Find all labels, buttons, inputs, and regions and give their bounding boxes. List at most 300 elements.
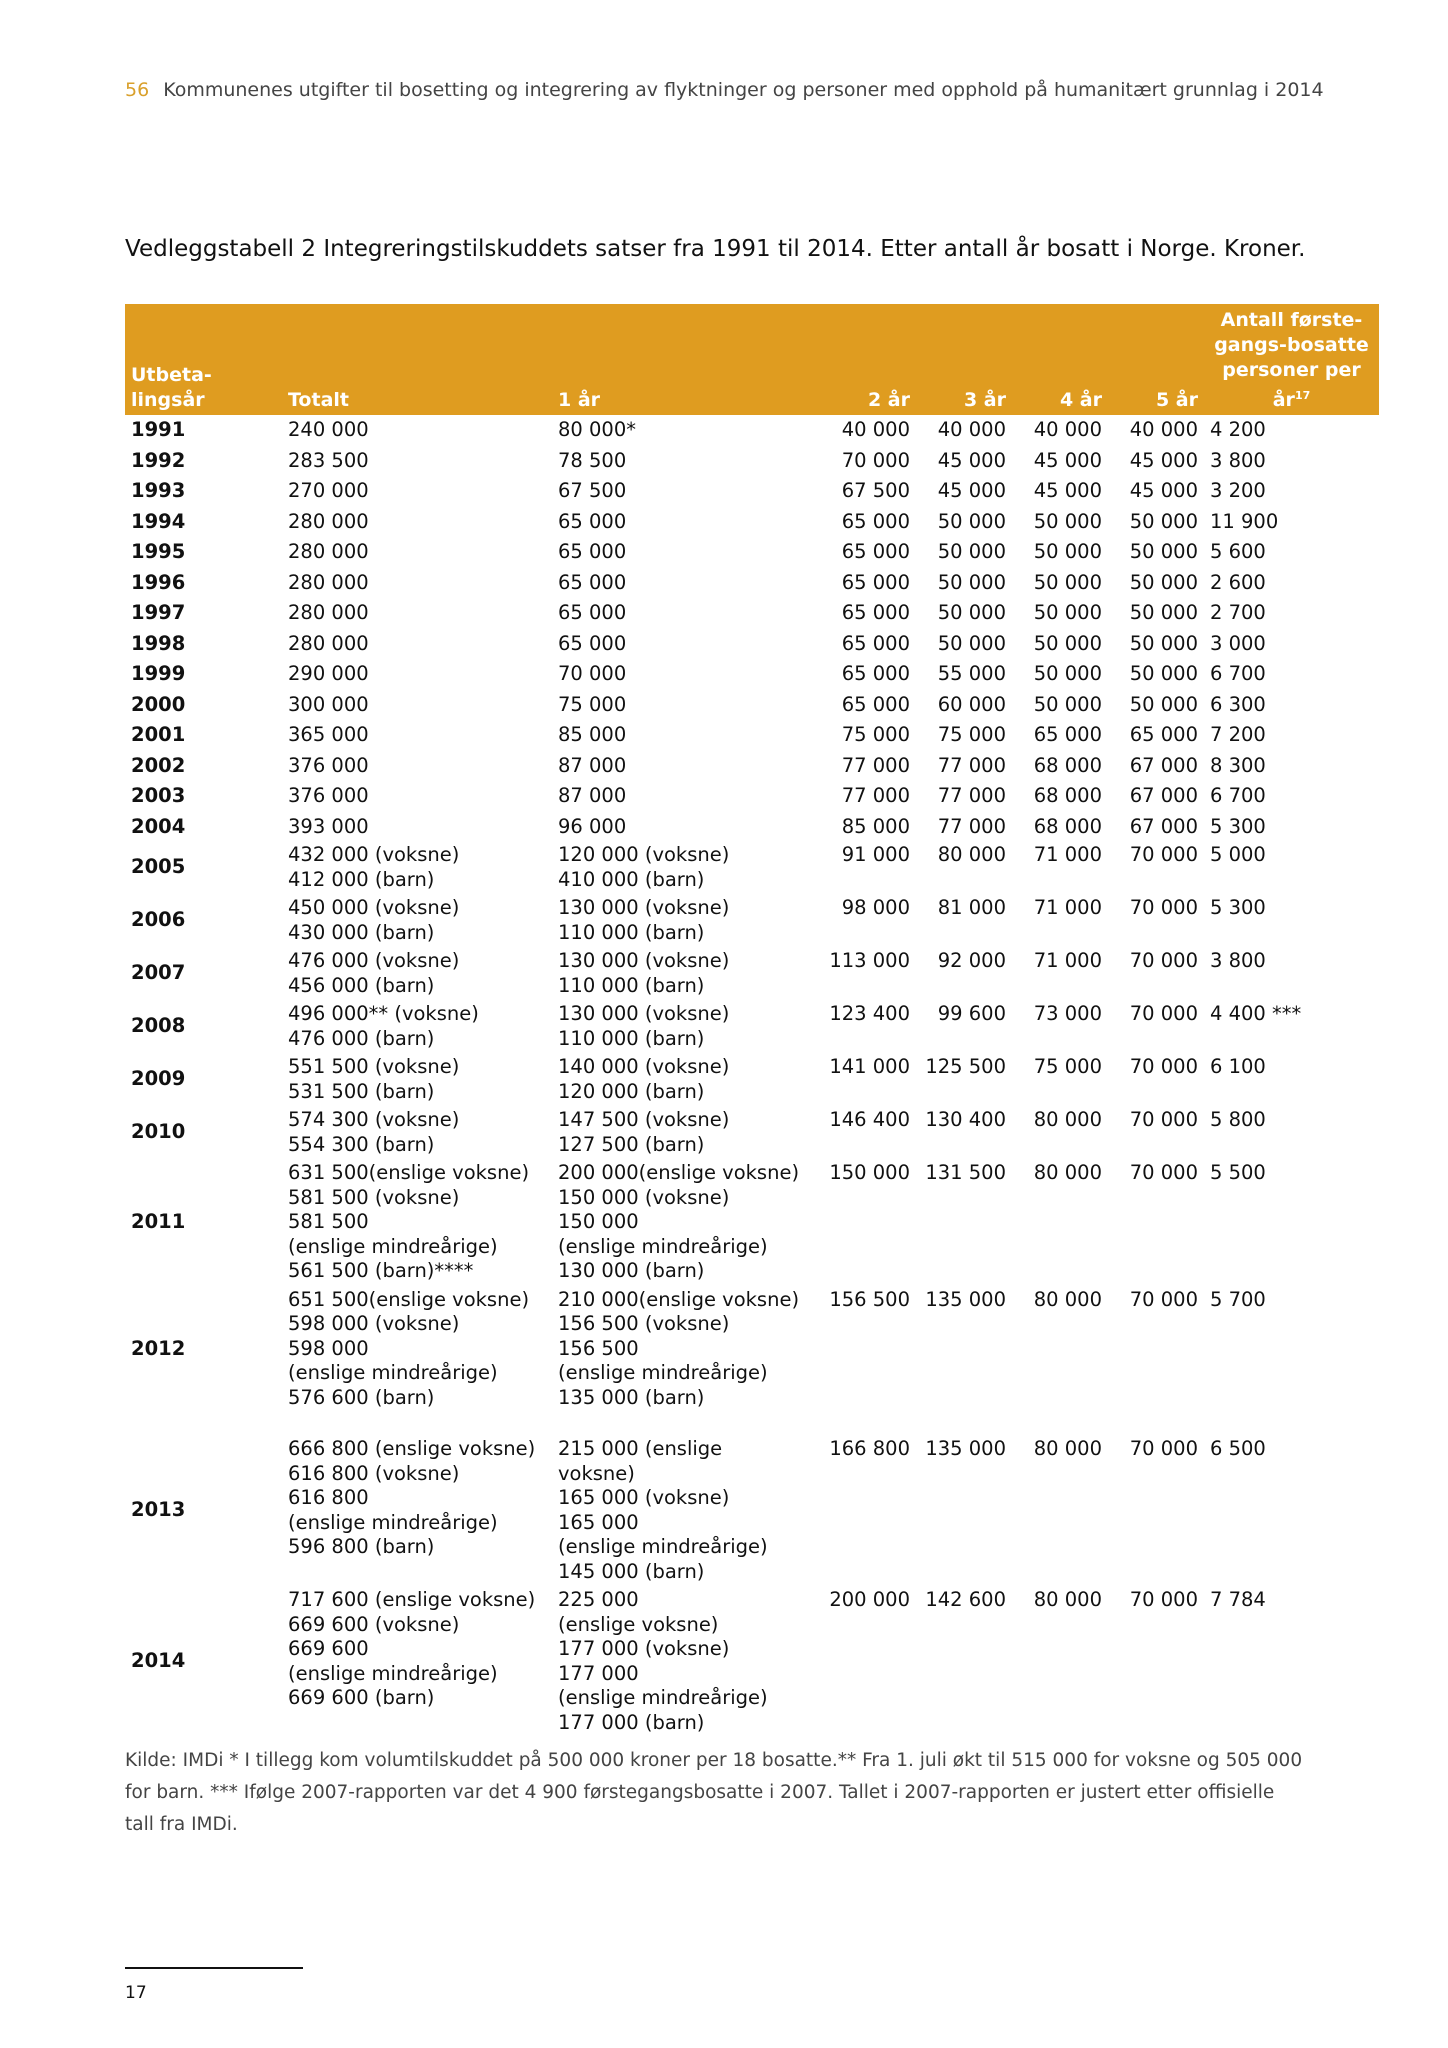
cell-persons: 6 100: [1210, 1055, 1266, 1078]
cell-total-line: (enslige mindreårige): [288, 1510, 498, 1534]
table-header-row: [125, 304, 1379, 415]
cell-1-year: [552, 537, 814, 568]
cell-1-year-line: 120 000 (barn): [558, 1079, 705, 1103]
cell-4-years: 73 000: [1033, 1002, 1102, 1025]
table-row: [125, 842, 1379, 895]
cell-total-line: 280 000: [288, 631, 369, 655]
cell-1-year-line: 78 500: [558, 448, 627, 472]
cell-1-year-line: 67 500: [558, 479, 627, 502]
cell-2-years: 123 400: [829, 1002, 910, 1025]
table-row: [125, 812, 1379, 843]
cell-5-years: 45 000: [1129, 448, 1198, 472]
cell-1-year-line: 165 000: [558, 1510, 639, 1534]
cell-2-years: 77 000: [841, 784, 910, 807]
cell-total: [282, 1107, 552, 1160]
cell-4-years: 40 000: [1033, 418, 1102, 441]
source-note: Kilde: IMDi * I tillegg kom volumtilskuddet på 500 000 kroner per 18 bosatte.** Fra 1. juli økt til 515 000 for voksne og 505 000 for barn. *** Ifølge 2007-rapporten var det 4 900 førstegangsbosatte i 2007. Tallet i 2007-rapporten er justert etter offisielle tall fra IMDi.: [125, 1750, 1303, 1835]
cell-1-year-line: 65 000: [558, 631, 627, 655]
cell-total: [282, 659, 552, 690]
cell-total: [282, 537, 552, 568]
column-header-persons-line4: [1210, 383, 1373, 413]
cell-1-year-line: 150 000 (voksne): [558, 1185, 730, 1209]
cell-persons: 5 700: [1210, 1287, 1266, 1311]
cell-total-line: 376 000: [288, 753, 369, 777]
cell-total: [282, 568, 552, 599]
cell-4-years: 71 000: [1033, 843, 1102, 866]
cell-total-line: 598 000 (voksne): [288, 1312, 460, 1335]
cell-1-year: [552, 895, 814, 948]
cell-total: [282, 895, 552, 948]
column-header-persons-line1: Antall første-: [1220, 309, 1363, 331]
cell-total-line: 531 500 (barn): [288, 1079, 435, 1103]
cell-total-line: 598 000: [288, 1336, 369, 1360]
column-header-3-years: 3 år: [963, 389, 1006, 411]
cell-1-year-line: 87 000: [558, 784, 627, 807]
cell-5-years: 70 000: [1129, 1108, 1198, 1131]
cell-1-year: [552, 415, 814, 446]
cell-year: 2005: [131, 855, 186, 879]
cell-1-year-line: 225 000: [558, 1588, 639, 1611]
cell-year: 1995: [131, 540, 186, 563]
cell-year: 1996: [131, 570, 186, 594]
cell-1-year-line: 135 000 (barn): [558, 1385, 705, 1409]
cell-1-year-line: 75 000: [558, 692, 627, 716]
cell-5-years: 50 000: [1129, 570, 1198, 594]
cell-persons: 3 800: [1210, 448, 1266, 472]
table-row: [125, 446, 1379, 477]
cell-3-years: 80 000: [937, 843, 1006, 866]
footnote-divider: [125, 1967, 303, 1969]
cell-1-year-line: 130 000 (voksne): [558, 1002, 730, 1025]
cell-2-years: 91 000: [841, 843, 910, 866]
cell-4-years: 80 000: [1033, 1108, 1102, 1131]
cell-5-years: 50 000: [1129, 601, 1198, 624]
cell-1-year-line: 110 000 (barn): [558, 1026, 705, 1050]
cell-5-years: 50 000: [1129, 509, 1198, 533]
cell-total-line: 581 500: [288, 1210, 369, 1233]
cell-1-year-line: 177 000 (voksne): [558, 1637, 730, 1660]
cell-1-year-line: voksne): [558, 1461, 635, 1485]
cell-total-line: 551 500 (voksne): [288, 1055, 460, 1078]
cell-year: 1999: [131, 662, 186, 685]
cell-1-year: [552, 720, 814, 751]
page-number: 56: [125, 79, 150, 101]
cell-5-years: 70 000: [1129, 1161, 1198, 1184]
cell-year: 2002: [131, 753, 186, 777]
cell-persons: 2 700: [1210, 601, 1266, 624]
column-header-2-years: 2 år: [867, 389, 910, 411]
cell-5-years: 67 000: [1129, 753, 1198, 777]
cell-1-year-line: (enslige mindreårige): [558, 1686, 768, 1709]
cell-5-years: 70 000: [1129, 949, 1198, 972]
cell-total: [282, 1436, 552, 1587]
cell-1-year: [552, 1160, 814, 1287]
table-row: [125, 598, 1379, 629]
cell-total-line: 365 000: [288, 723, 369, 746]
cell-5-years: 70 000: [1129, 1287, 1198, 1311]
cell-total-line: 574 300 (voksne): [288, 1108, 460, 1131]
cell-1-year: [552, 1107, 814, 1160]
cell-total-line: 669 600 (barn): [288, 1686, 435, 1709]
cell-total-line: 450 000 (voksne): [288, 896, 460, 919]
cell-persons: 3 800: [1210, 949, 1266, 972]
cell-2-years: 65 000: [841, 662, 910, 685]
cell-1-year: [552, 568, 814, 599]
cell-total-line: 270 000: [288, 479, 369, 502]
cell-1-year-line: 156 500: [558, 1336, 639, 1360]
cell-1-year-line: 177 000 (barn): [558, 1710, 705, 1734]
cell-1-year-line: 96 000: [558, 814, 627, 838]
cell-total-line: 393 000: [288, 814, 369, 838]
rates-table: [125, 304, 1379, 1738]
cell-2-years: 65 000: [841, 601, 910, 624]
cell-total-line: 280 000: [288, 540, 369, 563]
cell-1-year: [552, 1001, 814, 1054]
cell-persons: 5 800: [1210, 1108, 1266, 1131]
cell-total-line: 616 800 (voksne): [288, 1461, 460, 1485]
cell-total: [282, 720, 552, 751]
cell-1-year: [552, 948, 814, 1001]
table-title: Vedleggstabell 2 Integreringstilskuddets satser fra 1991 til 2014. Etter antall år bosatt i Norge. Kroner.: [125, 236, 1306, 262]
cell-total: [282, 781, 552, 812]
cell-total-line: 412 000 (barn): [288, 867, 435, 891]
table-row: [125, 476, 1379, 507]
cell-1-year: [552, 751, 814, 782]
cell-4-years: 80 000: [1033, 1161, 1102, 1184]
cell-4-years: 75 000: [1033, 1055, 1102, 1078]
cell-3-years: 45 000: [937, 448, 1006, 472]
cell-total-line: (enslige mindreårige): [288, 1661, 498, 1685]
cell-5-years: 70 000: [1129, 1002, 1198, 1025]
cell-4-years: 50 000: [1033, 692, 1102, 716]
cell-year: 2000: [131, 692, 186, 716]
cell-5-years: 70 000: [1129, 1055, 1198, 1078]
cell-1-year-line: 120 000 (voksne): [558, 843, 730, 866]
cell-2-years: 98 000: [841, 896, 910, 919]
cell-2-years: 77 000: [841, 753, 910, 777]
cell-total-line: 432 000 (voksne): [288, 843, 460, 866]
cell-5-years: 50 000: [1129, 631, 1198, 655]
cell-1-year: [552, 1054, 814, 1107]
cell-persons: 2 600: [1210, 570, 1266, 594]
cell-total-line: 456 000 (barn): [288, 973, 435, 997]
cell-1-year: [552, 476, 814, 507]
cell-year: 2008: [131, 1014, 186, 1038]
cell-year: 2009: [131, 1067, 186, 1091]
cell-total-line: 651 500(enslige voksne): [288, 1287, 530, 1311]
cell-3-years: 50 000: [937, 631, 1006, 655]
cell-5-years: 45 000: [1129, 479, 1198, 502]
table-row: [125, 690, 1379, 721]
table-row: [125, 895, 1379, 948]
cell-3-years: 50 000: [937, 570, 1006, 594]
cell-2-years: 65 000: [841, 570, 910, 594]
cell-total: [282, 629, 552, 660]
cell-4-years: 45 000: [1033, 448, 1102, 472]
cell-total: [282, 1587, 552, 1738]
cell-total-line: 476 000 (barn): [288, 1026, 435, 1050]
running-header: [125, 79, 1324, 101]
cell-persons: 7 200: [1210, 723, 1266, 746]
cell-3-years: 77 000: [937, 814, 1006, 838]
cell-total: [282, 598, 552, 629]
cell-4-years: 80 000: [1033, 1287, 1102, 1311]
cell-4-years: 68 000: [1033, 814, 1102, 838]
cell-year: 2011: [131, 1210, 186, 1233]
cell-4-years: 71 000: [1033, 896, 1102, 919]
column-header-4-years: 4 år: [1059, 389, 1102, 411]
rates-table-container: [125, 304, 1379, 1738]
table-row: [125, 1160, 1379, 1287]
cell-3-years: 77 000: [937, 784, 1006, 807]
cell-3-years: 50 000: [937, 601, 1006, 624]
cell-year: 2003: [131, 784, 186, 807]
cell-4-years: 50 000: [1033, 570, 1102, 594]
cell-persons: 5 600: [1210, 540, 1266, 563]
cell-5-years: 50 000: [1129, 692, 1198, 716]
cell-5-years: 50 000: [1129, 540, 1198, 563]
column-header-persons-line2: gangs-bosatte: [1214, 334, 1369, 356]
cell-1-year-line: 147 500 (voksne): [558, 1108, 730, 1131]
table-row: [125, 781, 1379, 812]
cell-3-years: 130 400: [925, 1108, 1006, 1131]
cell-persons: 5 300: [1210, 814, 1266, 838]
table-body: [125, 415, 1379, 1738]
cell-3-years: 135 000: [925, 1437, 1006, 1460]
cell-4-years: 68 000: [1033, 784, 1102, 807]
cell-3-years: 50 000: [937, 540, 1006, 563]
cell-year: 1997: [131, 601, 186, 624]
cell-year: 2006: [131, 908, 186, 932]
cell-5-years: 67 000: [1129, 814, 1198, 838]
table-row: [125, 568, 1379, 599]
cell-2-years: 200 000: [829, 1588, 910, 1611]
cell-4-years: 50 000: [1033, 601, 1102, 624]
cell-1-year-line: 110 000 (barn): [558, 973, 705, 997]
cell-2-years: 67 500: [841, 479, 910, 502]
cell-2-years: 65 000: [841, 692, 910, 716]
cell-total-line: 554 300 (barn): [288, 1132, 435, 1156]
cell-3-years: 81 000: [937, 896, 1006, 919]
cell-persons: 4 200: [1210, 418, 1266, 441]
cell-1-year-line: 65 000: [558, 509, 627, 533]
cell-year: 2013: [131, 1498, 186, 1522]
cell-persons: 7 784: [1210, 1588, 1266, 1611]
table-row: [125, 720, 1379, 751]
cell-3-years: 142 600: [925, 1588, 1006, 1611]
cell-1-year-line: 127 500 (barn): [558, 1132, 705, 1156]
cell-persons: 6 500: [1210, 1437, 1266, 1460]
cell-3-years: 131 500: [925, 1161, 1006, 1184]
cell-year: 1992: [131, 448, 186, 472]
cell-1-year-line: (enslige mindreårige): [558, 1234, 768, 1258]
cell-3-years: 75 000: [937, 723, 1006, 746]
cell-2-years: 146 400: [829, 1108, 910, 1131]
cell-1-year-line: 85 000: [558, 723, 627, 746]
cell-1-year-line: 210 000(enslige voksne): [558, 1287, 800, 1311]
column-header-year: [125, 304, 282, 415]
cell-total-line: 300 000: [288, 692, 369, 716]
cell-4-years: 50 000: [1033, 662, 1102, 685]
cell-total-line: 280 000: [288, 570, 369, 594]
cell-3-years: 99 600: [937, 1002, 1006, 1025]
cell-3-years: 125 500: [925, 1055, 1006, 1078]
cell-year: 1994: [131, 509, 186, 533]
cell-1-year-line: 145 000 (barn): [558, 1559, 705, 1583]
cell-1-year-line: 410 000 (barn): [558, 867, 705, 891]
cell-total-line: 561 500 (barn)****: [288, 1259, 474, 1282]
table-row: [125, 751, 1379, 782]
cell-4-years: 45 000: [1033, 479, 1102, 502]
cell-2-years: 150 000: [829, 1161, 910, 1184]
cell-1-year: [552, 446, 814, 477]
cell-year: 2010: [131, 1120, 186, 1144]
cell-4-years: 80 000: [1033, 1588, 1102, 1611]
cell-5-years: 70 000: [1129, 843, 1198, 866]
cell-total-line: 430 000 (barn): [288, 920, 435, 944]
cell-1-year-line: 177 000: [558, 1661, 639, 1685]
cell-total: [282, 1287, 552, 1437]
cell-2-years: 65 000: [841, 540, 910, 563]
cell-total-line: 280 000: [288, 601, 369, 624]
cell-1-year: [552, 812, 814, 843]
cell-1-year-line: 130 000 (voksne): [558, 896, 730, 919]
cell-4-years: 71 000: [1033, 949, 1102, 972]
cell-1-year: [552, 690, 814, 721]
cell-total-line: 240 000: [288, 418, 369, 441]
cell-1-year-line: 200 000(enslige voksne): [558, 1161, 800, 1184]
table-row: [125, 1436, 1379, 1587]
cell-3-years: 92 000: [937, 949, 1006, 972]
table-row: [125, 1001, 1379, 1054]
cell-3-years: 60 000: [937, 692, 1006, 716]
cell-total-line: 669 600 (voksne): [288, 1612, 460, 1636]
cell-total: [282, 690, 552, 721]
cell-total-line: 283 500: [288, 448, 369, 472]
cell-total-line: (enslige mindreårige): [288, 1234, 498, 1258]
cell-1-year: [552, 1436, 814, 1587]
table-row: [125, 537, 1379, 568]
cell-1-year-line: 65 000: [558, 601, 627, 624]
cell-total-line: 376 000: [288, 784, 369, 807]
cell-persons: 3 200: [1210, 479, 1266, 502]
cell-1-year-line: (enslige voksne): [558, 1612, 719, 1636]
cell-total: [282, 842, 552, 895]
cell-total-line: 717 600 (enslige voksne): [288, 1588, 536, 1611]
cell-total-line: 476 000 (voksne): [288, 949, 460, 972]
cell-persons: 5 500: [1210, 1161, 1266, 1184]
cell-total-line: 576 600 (barn): [288, 1385, 435, 1409]
column-header-5-years: 5 år: [1155, 389, 1198, 411]
cell-4-years: 80 000: [1033, 1437, 1102, 1460]
cell-1-year-line: 130 000 (voksne): [558, 949, 730, 972]
column-header-year-line2: lingsår: [131, 389, 205, 411]
cell-1-year-line: 140 000 (voksne): [558, 1055, 730, 1078]
cell-5-years: 70 000: [1129, 1588, 1198, 1611]
cell-3-years: 55 000: [937, 662, 1006, 685]
table-row: [125, 1054, 1379, 1107]
footnote-reference: 17: [1294, 389, 1311, 402]
cell-4-years: 65 000: [1033, 723, 1102, 746]
cell-4-years: 50 000: [1033, 509, 1102, 533]
cell-1-year-line: 215 000 (enslige: [558, 1437, 723, 1460]
cell-year: 1998: [131, 631, 186, 655]
cell-3-years: 45 000: [937, 479, 1006, 502]
cell-persons: 4 400 ***: [1210, 1002, 1302, 1025]
table-row: [125, 415, 1379, 446]
cell-persons: 6 700: [1210, 662, 1266, 685]
cell-1-year: [552, 781, 814, 812]
cell-1-year-line: 80 000*: [558, 418, 636, 441]
cell-1-year-line: (enslige mindreårige): [558, 1361, 768, 1384]
cell-2-years: 141 000: [829, 1055, 910, 1078]
cell-1-year: [552, 629, 814, 660]
cell-4-years: 68 000: [1033, 753, 1102, 777]
cell-1-year: [552, 1587, 814, 1738]
cell-1-year: [552, 1287, 814, 1437]
cell-year: 2001: [131, 723, 186, 746]
cell-2-years: 40 000: [841, 418, 910, 441]
table-row: [125, 948, 1379, 1001]
cell-persons: 5 000: [1210, 843, 1266, 866]
cell-5-years: 67 000: [1129, 784, 1198, 807]
cell-total: [282, 507, 552, 538]
cell-1-year-line: 65 000: [558, 540, 627, 563]
cell-2-years: 113 000: [829, 949, 910, 972]
cell-year: 2014: [131, 1649, 186, 1673]
cell-persons: 6 700: [1210, 784, 1266, 807]
cell-total-line: 280 000: [288, 509, 369, 533]
cell-1-year-line: 130 000 (barn): [558, 1259, 705, 1282]
table-row: [125, 507, 1379, 538]
cell-5-years: 70 000: [1129, 896, 1198, 919]
cell-1-year-line: 165 000 (voksne): [558, 1486, 730, 1509]
cell-total: [282, 751, 552, 782]
running-title: Kommunenes utgifter til bosetting og integrering av flyktninger og personer med opphold på humanitært grunnlag i 2014: [163, 79, 1324, 101]
cell-1-year-line: 110 000 (barn): [558, 920, 705, 944]
cell-5-years: 65 000: [1129, 723, 1198, 746]
cell-4-years: 50 000: [1033, 631, 1102, 655]
column-header-persons: [1204, 304, 1379, 415]
cell-1-year: [552, 842, 814, 895]
cell-1-year-line: 87 000: [558, 753, 627, 777]
cell-total: [282, 446, 552, 477]
table-row: [125, 659, 1379, 690]
column-header-persons-word: år: [1272, 389, 1295, 411]
cell-1-year-line: (enslige mindreårige): [558, 1535, 768, 1558]
cell-2-years: 65 000: [841, 631, 910, 655]
footnote-number: 17: [125, 1983, 147, 2003]
cell-1-year-line: 70 000: [558, 662, 627, 685]
cell-1-year-line: 156 500 (voksne): [558, 1312, 730, 1335]
cell-2-years: 156 500: [829, 1287, 910, 1311]
cell-persons: 11 900: [1210, 509, 1279, 533]
cell-persons: 6 300: [1210, 692, 1266, 716]
cell-total-line: 596 800 (barn): [288, 1535, 435, 1558]
cell-year: 2004: [131, 814, 186, 838]
table-row: [125, 1287, 1379, 1437]
cell-3-years: 50 000: [937, 509, 1006, 533]
cell-5-years: 50 000: [1129, 662, 1198, 685]
column-header-total: Totalt: [288, 389, 349, 411]
cell-year: 1991: [131, 418, 186, 441]
cell-5-years: 40 000: [1129, 418, 1198, 441]
cell-1-year: [552, 598, 814, 629]
cell-total-line: 631 500(enslige voksne): [288, 1161, 530, 1184]
cell-1-year: [552, 659, 814, 690]
cell-1-year: [552, 507, 814, 538]
table-row: [125, 629, 1379, 660]
